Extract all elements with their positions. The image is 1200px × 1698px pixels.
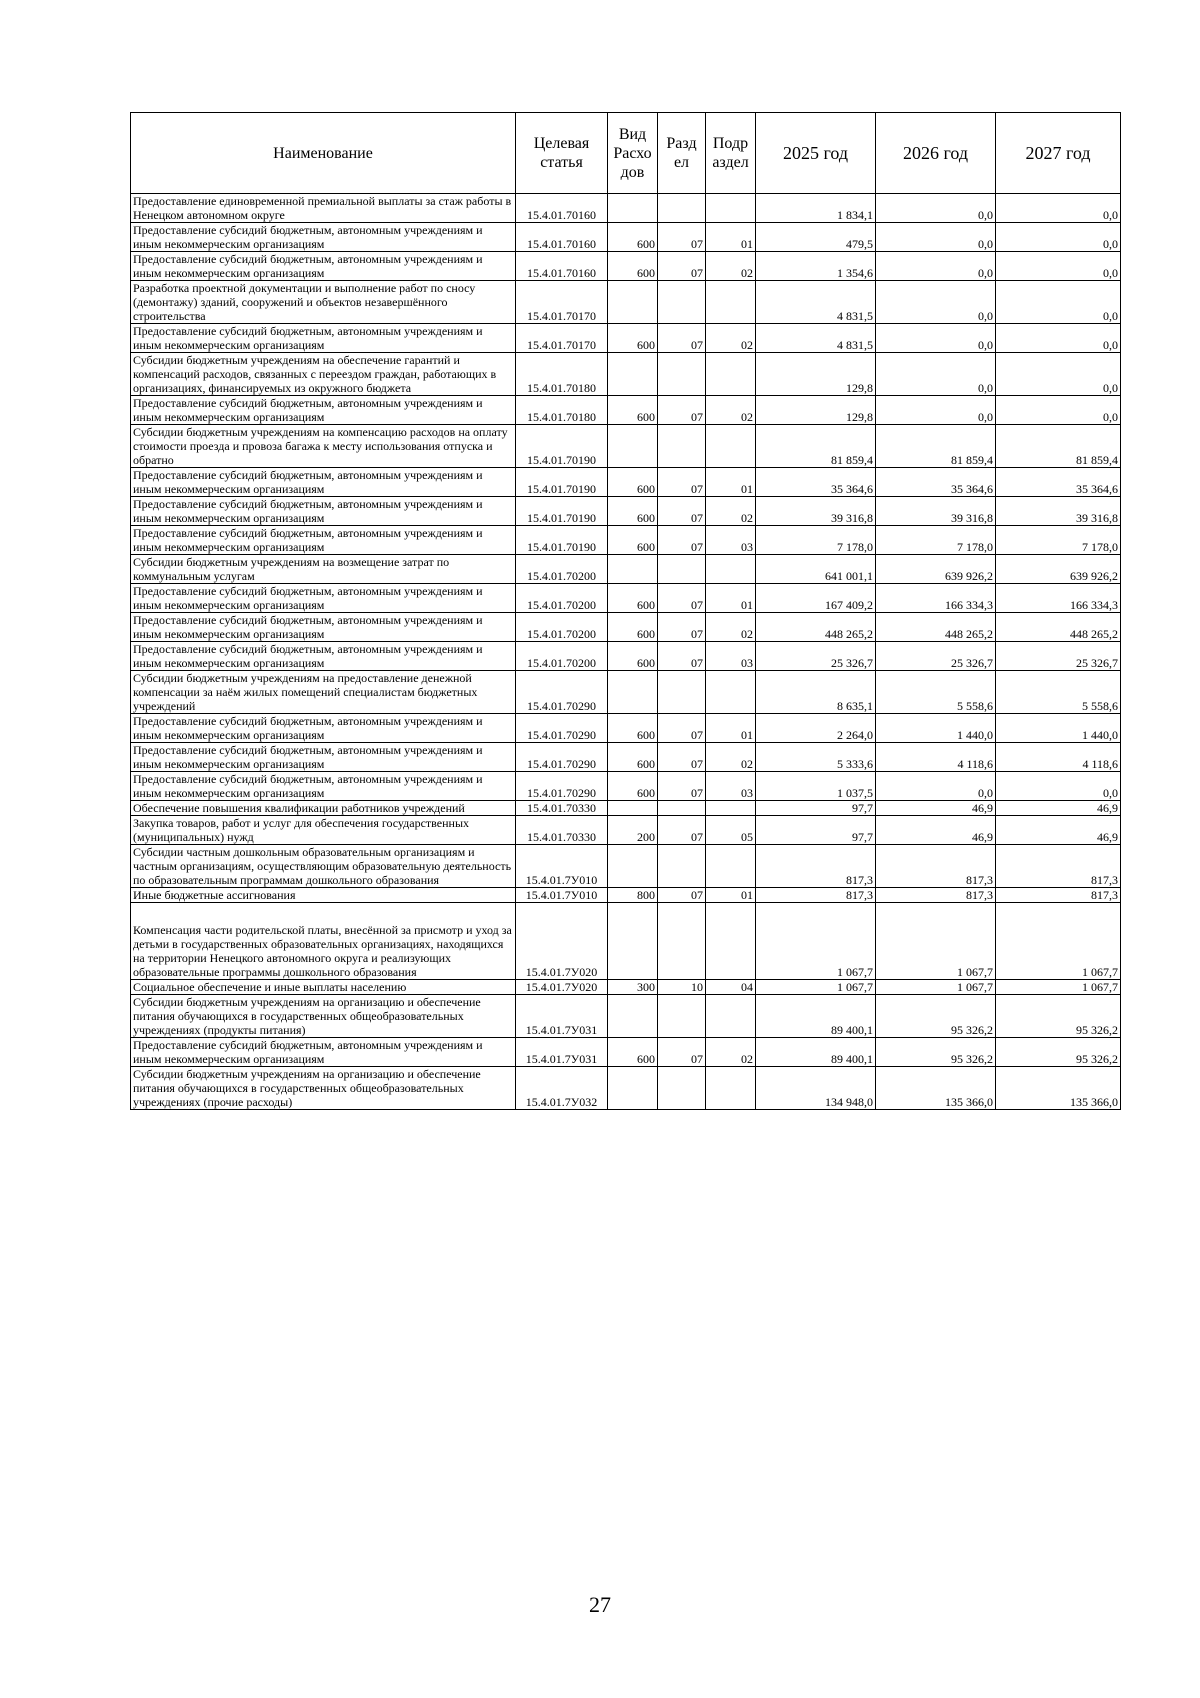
table-row [131,816,1121,845]
cell-section: 07 [658,468,706,497]
cell-2025: 1 067,7 [756,980,876,995]
cell-target-article: 15.4.01.70290 [516,772,608,801]
table-row [131,194,1121,223]
cell-expense-type: 600 [608,526,658,555]
cell-subsection: 05 [706,816,756,845]
cell-name: Иные бюджетные ассигнования [131,888,516,903]
cell-subsection: 01 [706,888,756,903]
cell-subsection [706,425,756,468]
cell-name: Субсидии бюджетным учреждениям на обеспечение гарантий и компенсаций расходов, связанных с переездом граждан, работающих в организациях, финансируемых из окружного бюджета [131,353,516,396]
cell-2025: 4 831,5 [756,281,876,324]
cell-expense-type: 600 [608,613,658,642]
cell-expense-type: 600 [608,743,658,772]
cell-name: Компенсация части родительской платы, внесённой за присмотр и уход за детьми в государственных образовательных организациях, находящихся на территории Ненецкого автономного округа и реализующих образовательные программы дошкольного образования [131,903,516,980]
cell-name: Предоставление субсидий бюджетным, автономным учреждениям и иным некоммерческим организациям [131,613,516,642]
cell-section: 07 [658,223,706,252]
cell-2025: 89 400,1 [756,995,876,1038]
cell-2026: 7 178,0 [876,526,996,555]
table-row [131,555,1121,584]
cell-target-article: 15.4.01.70200 [516,555,608,584]
cell-section: 07 [658,816,706,845]
table-row [131,995,1121,1038]
cell-2025: 81 859,4 [756,425,876,468]
cell-2027: 46,9 [996,816,1121,845]
cell-expense-type: 600 [608,497,658,526]
cell-2026: 46,9 [876,816,996,845]
cell-expense-type: 600 [608,642,658,671]
cell-section: 07 [658,526,706,555]
cell-2027: 0,0 [996,772,1121,801]
table-row [131,845,1121,888]
cell-expense-type: 600 [608,584,658,613]
cell-target-article: 15.4.01.7У031 [516,995,608,1038]
cell-expense-type: 600 [608,252,658,281]
cell-subsection: 01 [706,584,756,613]
cell-name: Предоставление субсидий бюджетным, автономным учреждениям и иным некоммерческим организациям [131,324,516,353]
table-row [131,468,1121,497]
cell-name: Субсидии бюджетным учреждениям на организацию и обеспечение питания обучающихся в государственных общеобразовательных учреждениях (прочие расходы) [131,1067,516,1110]
table-row [131,980,1121,995]
table-row [131,888,1121,903]
cell-subsection: 03 [706,526,756,555]
cell-2026: 81 859,4 [876,425,996,468]
cell-2025: 7 178,0 [756,526,876,555]
cell-2027: 0,0 [996,353,1121,396]
cell-expense-type [608,845,658,888]
cell-section [658,801,706,816]
cell-subsection: 01 [706,468,756,497]
cell-2027: 95 326,2 [996,995,1121,1038]
cell-subsection [706,801,756,816]
cell-2025: 35 364,6 [756,468,876,497]
cell-expense-type: 600 [608,1038,658,1067]
cell-2026: 817,3 [876,888,996,903]
cell-section [658,671,706,714]
table-row [131,642,1121,671]
cell-2026: 95 326,2 [876,995,996,1038]
cell-2025: 39 316,8 [756,497,876,526]
cell-target-article: 15.4.01.70190 [516,468,608,497]
cell-section: 07 [658,642,706,671]
cell-section [658,555,706,584]
cell-2026: 448 265,2 [876,613,996,642]
cell-name: Предоставление субсидий бюджетным, автономным учреждениям и иным некоммерческим организациям [131,714,516,743]
cell-section: 07 [658,888,706,903]
cell-expense-type: 600 [608,223,658,252]
cell-2025: 817,3 [756,888,876,903]
table-row [131,801,1121,816]
cell-section: 07 [658,743,706,772]
table-row [131,671,1121,714]
table-row [131,743,1121,772]
cell-name: Разработка проектной документации и выполнение работ по сносу (демонтажу) зданий, сооружений и объектов незавершённого строительства [131,281,516,324]
cell-target-article: 15.4.01.70290 [516,743,608,772]
cell-section: 07 [658,772,706,801]
cell-2025: 817,3 [756,845,876,888]
cell-2025: 479,5 [756,223,876,252]
cell-section: 07 [658,497,706,526]
cell-name: Субсидии частным дошкольным образовательным организациям и частным организациям, осуществляющим образовательную деятельность по образовательным программам дошкольного образования [131,845,516,888]
cell-2026: 1 067,7 [876,903,996,980]
cell-subsection: 02 [706,743,756,772]
cell-subsection: 04 [706,980,756,995]
cell-2025: 25 326,7 [756,642,876,671]
cell-2025: 134 948,0 [756,1067,876,1110]
table-row [131,353,1121,396]
cell-section [658,1067,706,1110]
cell-2025: 2 264,0 [756,714,876,743]
cell-expense-type [608,801,658,816]
cell-2027: 166 334,3 [996,584,1121,613]
cell-name: Предоставление субсидий бюджетным, автономным учреждениям и иным некоммерческим организациям [131,642,516,671]
cell-target-article: 15.4.01.70180 [516,353,608,396]
cell-expense-type: 600 [608,396,658,425]
cell-subsection: 02 [706,1038,756,1067]
cell-name: Субсидии бюджетным учреждениям на возмещение затрат по коммунальным услугам [131,555,516,584]
table-row [131,396,1121,425]
cell-subsection [706,555,756,584]
cell-2026: 0,0 [876,281,996,324]
cell-section [658,425,706,468]
cell-name: Предоставление единовременной премиальной выплаты за стаж работы в Ненецком автономном округе [131,194,516,223]
cell-name: Предоставление субсидий бюджетным, автономным учреждениям и иным некоммерческим организациям [131,1038,516,1067]
header-year-2025: 2025 год [756,113,876,194]
cell-2026: 0,0 [876,223,996,252]
cell-expense-type: 600 [608,324,658,353]
cell-2026: 0,0 [876,252,996,281]
cell-2025: 129,8 [756,353,876,396]
table-row [131,324,1121,353]
cell-2026: 135 366,0 [876,1067,996,1110]
cell-subsection: 02 [706,252,756,281]
cell-subsection: 02 [706,324,756,353]
cell-subsection [706,281,756,324]
header-name: Наименование [131,113,516,194]
cell-2027: 0,0 [996,252,1121,281]
cell-2027: 7 178,0 [996,526,1121,555]
cell-name: Предоставление субсидий бюджетным, автономным учреждениям и иным некоммерческим организациям [131,223,516,252]
cell-expense-type [608,995,658,1038]
cell-2027: 0,0 [996,396,1121,425]
cell-2027: 135 366,0 [996,1067,1121,1110]
cell-section: 07 [658,613,706,642]
cell-expense-type: 600 [608,714,658,743]
cell-2027: 1 440,0 [996,714,1121,743]
cell-name: Субсидии бюджетным учреждениям на предоставление денежной компенсации за наём жилых помещений специалистам бюджетных учреждений [131,671,516,714]
header-year-2027: 2027 год [996,113,1121,194]
header-target-article: Целевая статья [516,113,608,194]
cell-section: 07 [658,324,706,353]
cell-section: 07 [658,584,706,613]
cell-name: Предоставление субсидий бюджетным, автономным учреждениям и иным некоммерческим организациям [131,396,516,425]
cell-target-article: 15.4.01.7У020 [516,903,608,980]
cell-subsection [706,1067,756,1110]
cell-name: Предоставление субсидий бюджетным, автономным учреждениям и иным некоммерческим организациям [131,497,516,526]
table-row [131,1038,1121,1067]
cell-2026: 0,0 [876,324,996,353]
cell-2027: 817,3 [996,845,1121,888]
cell-2027: 46,9 [996,801,1121,816]
cell-target-article: 15.4.01.70190 [516,526,608,555]
table-body [131,194,1121,1110]
cell-2025: 1 067,7 [756,903,876,980]
cell-section [658,194,706,223]
cell-2026: 0,0 [876,772,996,801]
cell-2025: 97,7 [756,801,876,816]
table-header-row [131,113,1121,194]
cell-expense-type [608,353,658,396]
cell-section: 07 [658,714,706,743]
cell-2025: 129,8 [756,396,876,425]
cell-target-article: 15.4.01.70170 [516,281,608,324]
cell-subsection: 01 [706,714,756,743]
cell-target-article: 15.4.01.70200 [516,642,608,671]
cell-section [658,353,706,396]
cell-expense-type: 300 [608,980,658,995]
cell-subsection: 01 [706,223,756,252]
table-row [131,497,1121,526]
cell-2025: 89 400,1 [756,1038,876,1067]
cell-2025: 448 265,2 [756,613,876,642]
cell-name: Закупка товаров, работ и услуг для обеспечения государственных (муниципальных) нужд [131,816,516,845]
cell-section: 07 [658,1038,706,1067]
cell-target-article: 15.4.01.7У032 [516,1067,608,1110]
cell-2027: 0,0 [996,223,1121,252]
cell-2026: 0,0 [876,353,996,396]
cell-subsection [706,194,756,223]
cell-expense-type: 600 [608,468,658,497]
cell-name: Предоставление субсидий бюджетным, автономным учреждениям и иным некоммерческим организациям [131,526,516,555]
cell-target-article: 15.4.01.70160 [516,223,608,252]
header-year-2026: 2026 год [876,113,996,194]
cell-target-article: 15.4.01.7У010 [516,888,608,903]
cell-2025: 4 831,5 [756,324,876,353]
cell-target-article: 15.4.01.70330 [516,801,608,816]
cell-target-article: 15.4.01.70330 [516,816,608,845]
table-row [131,613,1121,642]
cell-name: Предоставление субсидий бюджетным, автономным учреждениям и иным некоммерческим организациям [131,584,516,613]
cell-expense-type [608,425,658,468]
cell-section: 07 [658,252,706,281]
cell-2025: 8 635,1 [756,671,876,714]
table-row [131,903,1121,980]
cell-2027: 1 067,7 [996,903,1121,980]
cell-name: Предоставление субсидий бюджетным, автономным учреждениям и иным некоммерческим организациям [131,468,516,497]
cell-expense-type: 800 [608,888,658,903]
cell-expense-type [608,1067,658,1110]
cell-name: Социальное обеспечение и иные выплаты населению [131,980,516,995]
cell-2027: 0,0 [996,281,1121,324]
cell-2026: 817,3 [876,845,996,888]
cell-2026: 4 118,6 [876,743,996,772]
table-row [131,772,1121,801]
cell-2027: 39 316,8 [996,497,1121,526]
cell-section: 10 [658,980,706,995]
cell-2027: 817,3 [996,888,1121,903]
cell-name: Субсидии бюджетным учреждениям на организацию и обеспечение питания обучающихся в государственных общеобразовательных учреждениях (продукты питания) [131,995,516,1038]
cell-section [658,903,706,980]
cell-2026: 639 926,2 [876,555,996,584]
cell-expense-type [608,671,658,714]
header-expense-type: Вид Расхо дов [608,113,658,194]
cell-name: Предоставление субсидий бюджетным, автономным учреждениям и иным некоммерческим организациям [131,772,516,801]
table-row [131,1067,1121,1110]
cell-2025: 1 834,1 [756,194,876,223]
cell-expense-type [608,194,658,223]
table-row [131,526,1121,555]
table-row [131,223,1121,252]
cell-2026: 39 316,8 [876,497,996,526]
cell-target-article: 15.4.01.70200 [516,584,608,613]
cell-subsection: 02 [706,497,756,526]
budget-table [130,112,1121,1110]
cell-target-article: 15.4.01.70190 [516,497,608,526]
cell-section: 07 [658,396,706,425]
cell-target-article: 15.4.01.7У020 [516,980,608,995]
cell-section [658,281,706,324]
cell-section [658,845,706,888]
cell-subsection: 03 [706,772,756,801]
cell-2027: 25 326,7 [996,642,1121,671]
cell-2027: 639 926,2 [996,555,1121,584]
cell-2027: 448 265,2 [996,613,1121,642]
cell-target-article: 15.4.01.70290 [516,714,608,743]
cell-2027: 4 118,6 [996,743,1121,772]
cell-2026: 46,9 [876,801,996,816]
cell-target-article: 15.4.01.70160 [516,194,608,223]
cell-2026: 166 334,3 [876,584,996,613]
cell-2025: 641 001,1 [756,555,876,584]
cell-target-article: 15.4.01.70290 [516,671,608,714]
cell-expense-type [608,903,658,980]
cell-name: Предоставление субсидий бюджетным, автономным учреждениям и иным некоммерческим организациям [131,743,516,772]
header-subsection: Подр аздел [706,113,756,194]
cell-2025: 97,7 [756,816,876,845]
cell-subsection [706,353,756,396]
cell-2027: 95 326,2 [996,1038,1121,1067]
cell-2027: 1 067,7 [996,980,1121,995]
cell-2026: 25 326,7 [876,642,996,671]
cell-2026: 1 067,7 [876,980,996,995]
cell-expense-type: 600 [608,772,658,801]
cell-target-article: 15.4.01.70200 [516,613,608,642]
cell-expense-type: 200 [608,816,658,845]
table-row [131,584,1121,613]
cell-subsection [706,845,756,888]
cell-2025: 167 409,2 [756,584,876,613]
cell-expense-type [608,281,658,324]
cell-2026: 1 440,0 [876,714,996,743]
cell-2027: 0,0 [996,324,1121,353]
cell-subsection [706,903,756,980]
cell-target-article: 15.4.01.70180 [516,396,608,425]
cell-subsection [706,671,756,714]
cell-subsection: 03 [706,642,756,671]
cell-2025: 1 354,6 [756,252,876,281]
header-section: Разд ел [658,113,706,194]
cell-2025: 1 037,5 [756,772,876,801]
cell-2027: 5 558,6 [996,671,1121,714]
cell-2026: 35 364,6 [876,468,996,497]
cell-name: Субсидии бюджетным учреждениям на компенсацию расходов на оплату стоимости проезда и провоза багажа к месту использования отпуска и обратно [131,425,516,468]
cell-name: Предоставление субсидий бюджетным, автономным учреждениям и иным некоммерческим организациям [131,252,516,281]
cell-expense-type [608,555,658,584]
cell-2026: 0,0 [876,194,996,223]
table-row [131,281,1121,324]
cell-2027: 81 859,4 [996,425,1121,468]
cell-2026: 0,0 [876,396,996,425]
cell-target-article: 15.4.01.7У031 [516,1038,608,1067]
cell-2026: 95 326,2 [876,1038,996,1067]
cell-target-article: 15.4.01.70190 [516,425,608,468]
page-number: 27 [589,1592,611,1617]
table-row [131,714,1121,743]
cell-2026: 5 558,6 [876,671,996,714]
cell-target-article: 15.4.01.70170 [516,324,608,353]
cell-2027: 0,0 [996,194,1121,223]
cell-target-article: 15.4.01.7У010 [516,845,608,888]
cell-section [658,995,706,1038]
cell-name: Обеспечение повышения квалификации работников учреждений [131,801,516,816]
cell-subsection [706,995,756,1038]
cell-2027: 35 364,6 [996,468,1121,497]
table-row [131,252,1121,281]
cell-target-article: 15.4.01.70160 [516,252,608,281]
cell-subsection: 02 [706,396,756,425]
cell-subsection: 02 [706,613,756,642]
cell-2025: 5 333,6 [756,743,876,772]
table-row [131,425,1121,468]
